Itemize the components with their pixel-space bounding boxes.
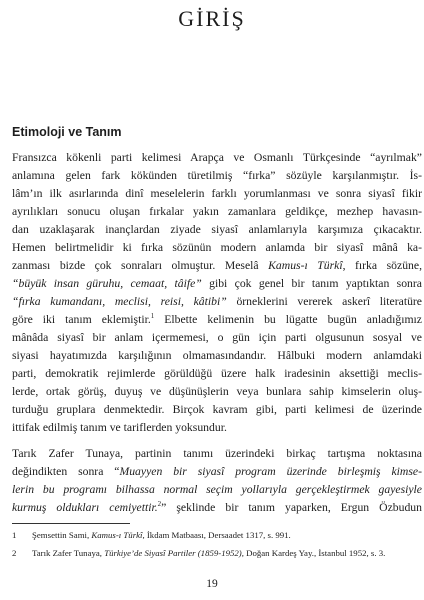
footnote-number: 2 (12, 548, 17, 558)
book-title-reference: Kamus-ı Türkî (91, 530, 143, 540)
text-line (12, 463, 422, 481)
text-run: lerde, ortak görüş, duyuş ve düşünüşlerin veya bunlara sahip kimselerin oluş- (12, 385, 422, 398)
quoted-examples: “fırka kumandanı, meclisi, reisi, kâtibi” (12, 295, 227, 308)
footnote-number: 1 (12, 530, 17, 540)
book-title-reference: Kamus-ı Türkî (268, 259, 343, 272)
text-run: dan uzaklaşarak inançlardan ziyade siyasî anlamlarıyla karşımıza çıkacaktır. (12, 223, 422, 236)
text-line (12, 347, 422, 365)
footnote-marker[interactable]: 1 (150, 312, 155, 320)
text-line (12, 257, 422, 275)
text-run: değindikten sonra “ (12, 465, 120, 478)
text-run: ” şeklinde bir tanım yaparken, Ergun Özbudun (161, 501, 422, 514)
text-run: lâm’ın ilk asırlarında dinî meselelerin farklı yorumlanması ve sonra siyasî fikir (12, 187, 422, 200)
text-run: zanması bizde çok sonraları olmuştur. Meselâ (12, 259, 269, 272)
quoted-definition: “büyük insan güruhu, cemaat, tâife” (12, 277, 202, 290)
footnote (12, 529, 422, 541)
text-line (12, 167, 422, 185)
text-line (12, 401, 422, 419)
text-line (12, 275, 422, 293)
text-run: siyasi hayatımızda karşılığının olmamasındandır. Hâlbuki modern anlamdaki (12, 349, 422, 362)
footnote-marker[interactable]: 2 (157, 500, 162, 508)
page-number: 19 (206, 578, 218, 590)
text-line (12, 185, 422, 203)
footnote (12, 547, 422, 559)
text-run: anlamına gelen fark kökünden türetilmiş “fırka” sözüyle karşılanmıştır. İs- (12, 169, 422, 182)
text-line (12, 329, 422, 347)
text-run: göre iki tanım eklemiştir. (12, 313, 151, 326)
text-run: ittifak edilmiş tanım ve tariflerden yoksundur. (12, 421, 227, 434)
text-run: Elbette kelimenin bu lügatte bugün anladığımız (154, 313, 422, 326)
text-run: , İkdam Matbaası, Dersaadet 1317, s. 991. (142, 530, 291, 540)
text-run: Fransızca kökenli parti kelimesi Arapça ve Osmanlı Türkçesinde “ayrılmak” (12, 151, 422, 164)
text-line (12, 481, 422, 499)
text-run: parti, demokratik rejimlerde görüldüğü üzere halk iradesinin aksettiği meclis- (12, 367, 422, 380)
text-line (12, 293, 422, 311)
text-run: Şemsettin Sami, (32, 530, 92, 540)
book-title-reference: Türkiye’de Siyasî Partiler (1859-1952) (104, 548, 242, 558)
text-run: ayrılıkları sonucu oluşan fırkalar yakın zamanlara geldikçe, mezhep havasın- (12, 205, 422, 218)
text-line (12, 383, 422, 401)
text-line (12, 239, 422, 257)
quoted-definition: kurmuş oldukları cemiyettir. (12, 501, 158, 514)
text-run: , Doğan Kardeş Yay., İstanbul 1952, s. 3. (241, 548, 386, 558)
text-line (12, 499, 422, 517)
text-line (12, 445, 422, 463)
text-line (12, 365, 422, 383)
text-run: örneklerini vererek askerî literatüre (226, 295, 422, 308)
text-line (12, 221, 422, 239)
text-line (12, 419, 422, 437)
text-line (12, 203, 422, 221)
text-run: , fırka sözüne, (342, 259, 422, 272)
text-run: mânâda siyasî bir anlam içermemesi, o gün için parti olgusunun sosyal ve (12, 331, 422, 344)
section-heading: Etimoloji ve Tanım (12, 125, 122, 139)
quoted-definition: Muayyen bir siyasî program üzerinde birleşmiş kimse- (119, 465, 422, 478)
footnote-divider (12, 523, 130, 524)
text-line (12, 149, 422, 167)
text-run: Tarık Zafer Tunaya, (32, 548, 105, 558)
chapter-title: GİRİŞ (178, 6, 246, 31)
text-run: gibi çok genel bir tanım yaptıktan sonra (201, 277, 422, 290)
text-line (12, 311, 422, 329)
text-run: Tarık Zafer Tunaya, partinin tanımı üzerindeki birkaç tartışma noktasına (12, 447, 422, 460)
quoted-definition: lerin bu programı bilhassa normal seçim yollarıyla gerçekleştirmek gayesiyle (12, 483, 422, 496)
text-run: turduğu gruplara denmektedir. Birçok kavram gibi, parti kelimesi de üzerinde (12, 403, 422, 416)
text-run: Hemen belirtmelidir ki fırka sözünün modern anlamda bir siyasî mânâ ka- (12, 241, 422, 254)
